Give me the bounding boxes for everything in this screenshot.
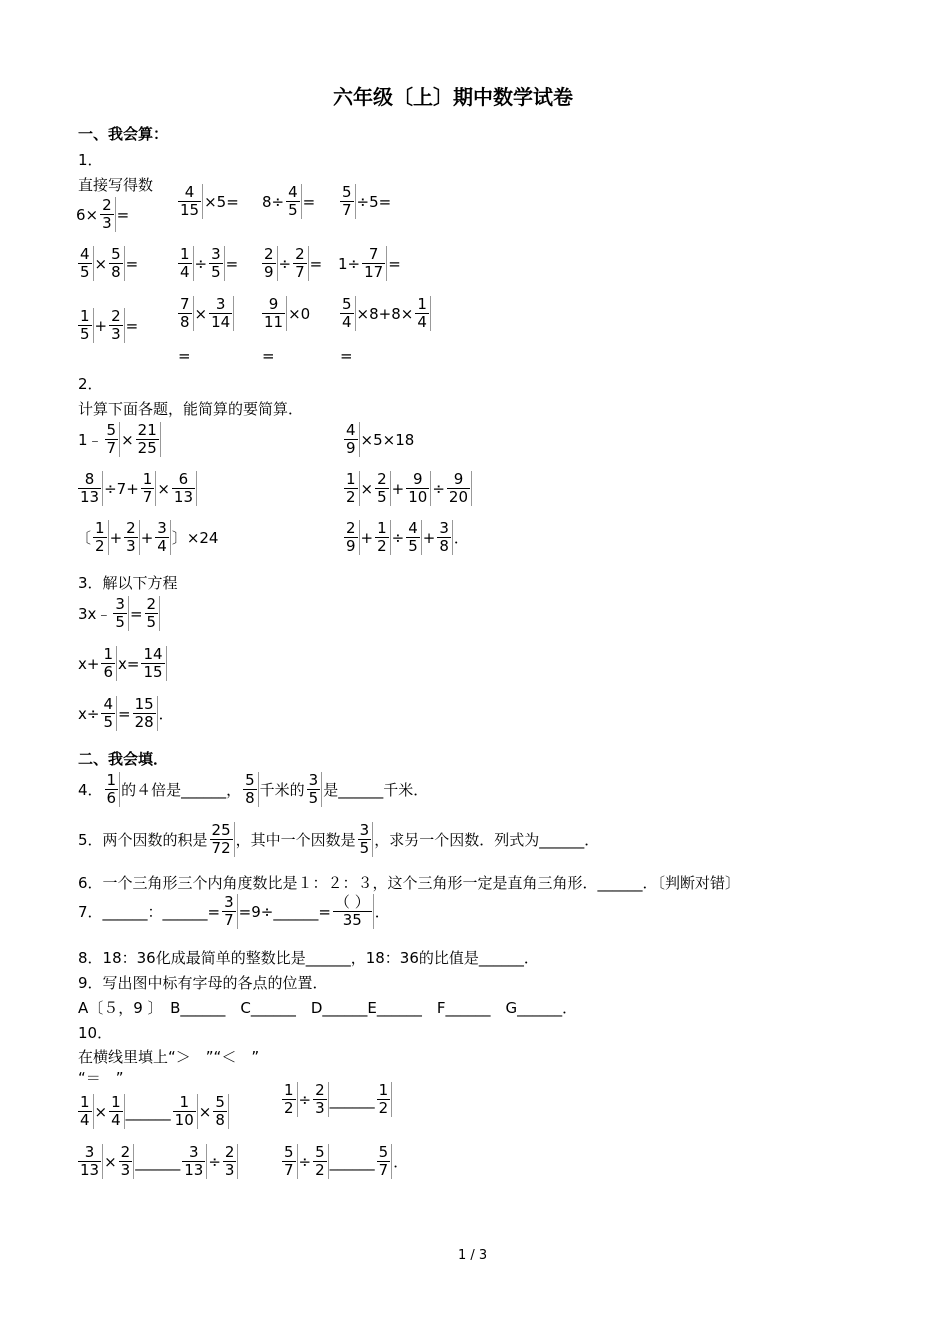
q2-expr-2	[342, 422, 414, 457]
q10-compare-4	[280, 1144, 408, 1179]
question-text: ，其中一个因数是	[235, 830, 356, 849]
fraction-numerator: 2	[295, 245, 305, 263]
fraction-denominator: 9	[264, 263, 274, 281]
question-text: =9÷______=	[238, 902, 331, 921]
question-1-instruction: 直接写得数	[78, 176, 154, 194]
fraction	[104, 422, 121, 457]
fraction-numerator: 5	[284, 1143, 294, 1161]
fraction-denominator: 8	[215, 1111, 225, 1129]
fraction	[99, 197, 116, 232]
operator: ÷	[298, 1090, 312, 1109]
q1-item-11-eq: =	[340, 347, 353, 365]
fraction-denominator: 13	[184, 1161, 204, 1179]
fraction-numerator: 1	[377, 519, 387, 537]
fraction-numerator: 3	[182, 1144, 205, 1162]
fraction	[108, 1094, 125, 1129]
operator: ．	[158, 704, 174, 723]
question-10-line-1: 在横线里填上“＞ ”“＜ ”	[78, 1048, 260, 1066]
fraction-numerator: 3	[78, 1144, 101, 1162]
question-text: ，求另一个因数．列式为______．	[374, 830, 600, 849]
question-5	[78, 822, 599, 857]
fraction-numerator: 4	[178, 184, 201, 202]
operator: +	[422, 528, 436, 547]
fraction	[77, 246, 94, 281]
fraction	[414, 296, 431, 331]
fraction-denominator: 7	[378, 1161, 389, 1179]
q2-expr-3	[76, 471, 198, 506]
fraction-numerator: 5	[315, 1143, 325, 1161]
fraction-denominator: 13	[80, 488, 100, 506]
question-10-number: 10．	[78, 1024, 113, 1042]
fraction	[177, 184, 203, 219]
fraction-numerator: 3	[439, 519, 449, 537]
q2-expr-4	[342, 471, 473, 506]
operator: =	[309, 254, 323, 273]
fraction-numerator: 8	[78, 471, 101, 489]
fraction	[123, 520, 140, 555]
question-text: 的４倍是______，	[121, 780, 242, 799]
fraction-denominator: 5	[359, 839, 370, 857]
q3-equation-3	[78, 696, 174, 731]
q1-eq: =	[116, 205, 130, 224]
fraction-numerator: 21	[137, 421, 157, 439]
fraction-numerator: 1	[417, 295, 427, 313]
operator: x=	[118, 654, 140, 673]
fraction-denominator: 8	[439, 537, 449, 555]
q1-item-1	[176, 184, 239, 219]
operator: ×	[194, 304, 208, 323]
fraction-denominator: 7	[295, 263, 305, 281]
operator: 〔	[76, 528, 92, 547]
fraction	[261, 246, 278, 281]
fraction-numerator: 2	[146, 595, 157, 613]
fraction	[343, 471, 360, 506]
fraction-denominator: 4	[342, 313, 352, 331]
fraction-numerator: 3	[308, 771, 319, 789]
fraction	[118, 1144, 135, 1179]
fraction-numerator: 4	[103, 695, 113, 713]
fraction-numerator: 2	[102, 196, 112, 214]
answer-blank[interactable]: ______	[125, 1102, 171, 1121]
q2-expr-5	[76, 520, 218, 555]
section-heading-1: 一、我会算：	[78, 125, 169, 143]
q1-item-4	[76, 246, 138, 281]
fraction	[177, 296, 194, 331]
fraction-denominator: 2	[315, 1161, 325, 1179]
fraction-denominator: 7	[342, 201, 352, 219]
operator: =	[125, 316, 139, 335]
fraction	[172, 1094, 198, 1129]
fraction-numerator: 2	[315, 1081, 325, 1099]
fraction-denominator: 10	[174, 1111, 194, 1129]
fraction-numerator: 5	[342, 295, 352, 313]
fraction	[112, 596, 129, 631]
fraction	[77, 1144, 103, 1179]
fraction	[144, 596, 161, 631]
operator: ÷	[194, 254, 208, 273]
fraction	[261, 296, 287, 331]
fraction-denominator: 9	[346, 537, 356, 555]
fraction	[361, 246, 387, 281]
fraction-denominator: 10	[408, 488, 428, 506]
fraction-numerator: 1	[106, 771, 117, 789]
question-3-label: 3．解以下方程	[78, 574, 178, 592]
fraction-numerator: 5	[106, 421, 117, 439]
fraction	[312, 1082, 329, 1117]
question-6: 6．一个三角形三个内角度数比是１：２：３，这个三角形一定是直角三角形．______．〔判断对错〕	[78, 874, 741, 892]
q1-item-10	[260, 296, 310, 331]
fraction-numerator: 4	[80, 245, 90, 263]
q3-equation-2	[78, 646, 168, 681]
question-text: 5．两个因数的积是	[78, 830, 208, 849]
fraction-denominator: 25	[137, 439, 157, 457]
q1-item-6	[260, 246, 322, 281]
fraction-denominator: 5	[115, 613, 125, 631]
fraction	[208, 296, 234, 331]
fraction-denominator: 72	[211, 839, 231, 857]
operator: ×8+8×	[356, 304, 414, 323]
fraction	[100, 646, 117, 681]
fraction-denominator: 3	[315, 1099, 325, 1117]
fraction-numerator: 2	[264, 245, 274, 263]
operator: =	[225, 254, 239, 273]
operator: +	[391, 479, 405, 498]
operator: ×	[360, 479, 374, 498]
fraction-numerator: 25	[211, 821, 231, 839]
question-7	[78, 894, 390, 929]
fraction-numerator: 1	[103, 645, 113, 663]
operator: ×	[157, 479, 170, 498]
fraction-denominator: 6	[106, 789, 117, 807]
fraction-denominator: 4	[417, 313, 427, 331]
fraction	[332, 894, 374, 929]
fraction	[376, 1144, 393, 1179]
fraction-numerator: 2	[346, 519, 356, 537]
operator: ．	[393, 1152, 409, 1171]
q1-item-7	[338, 246, 401, 281]
operator: ×0	[288, 304, 311, 323]
fraction	[339, 296, 356, 331]
operator: ÷	[298, 1152, 312, 1171]
question-text: 千米的	[259, 780, 305, 799]
operator: ÷7+	[104, 479, 139, 498]
fraction	[212, 1094, 229, 1129]
question-9-line-2: A〔５，9 〕 B______ C______ D______E______ F______ G______．	[78, 999, 578, 1017]
operator: +	[94, 316, 108, 335]
fraction-denominator: 13	[80, 1161, 100, 1179]
fraction-numerator: 9	[447, 471, 470, 489]
answer-blank[interactable]: ______	[329, 1152, 375, 1171]
fraction	[357, 822, 374, 857]
question-text: ．	[374, 902, 390, 921]
fraction-numerator: 7	[180, 295, 190, 313]
fraction-denominator: 15	[180, 201, 200, 219]
fraction	[100, 696, 117, 731]
fraction	[77, 308, 94, 343]
fraction	[222, 1144, 239, 1179]
fraction	[242, 772, 259, 807]
fraction	[339, 184, 356, 219]
fraction-denominator: 28	[134, 713, 154, 731]
fraction-denominator: 3	[126, 537, 136, 555]
operator: =	[125, 254, 139, 273]
fraction	[285, 184, 302, 219]
answer-blank[interactable]: ______	[135, 1152, 181, 1171]
fraction-numerator: 3	[209, 296, 232, 314]
fraction-numerator: 1	[284, 1081, 294, 1099]
fraction-numerator: 9	[262, 296, 285, 314]
question-text: 是______千米．	[323, 780, 429, 799]
q1-item-10-eq: =	[262, 347, 275, 365]
fraction-denominator: 2	[95, 537, 105, 555]
fraction-numerator: 5	[245, 771, 255, 789]
fraction-denominator: 5	[80, 325, 90, 343]
fraction	[177, 246, 194, 281]
fraction-denominator: 4	[80, 1111, 90, 1129]
operator: ÷	[391, 528, 405, 547]
fraction	[108, 308, 125, 343]
question-2-number: 2．	[78, 375, 103, 393]
question-text: 7．______：______=	[78, 902, 221, 921]
fraction-denominator: 5	[211, 263, 221, 281]
fraction-numerator: 1	[180, 245, 190, 263]
fraction-denominator: 5	[103, 713, 113, 731]
operator: 1÷	[338, 254, 361, 273]
fraction-denominator: 8	[111, 263, 121, 281]
operator: ×5×18	[360, 430, 415, 449]
fraction	[281, 1082, 298, 1117]
fraction-denominator: 3	[111, 325, 121, 343]
operator: ×5=	[204, 192, 239, 211]
fraction-denominator: 2	[284, 1099, 294, 1117]
operator: ×	[198, 1102, 212, 1121]
fraction-numerator: 3	[211, 245, 221, 263]
fraction-denominator: 5	[146, 613, 157, 631]
q1-item-8	[76, 308, 138, 343]
fraction	[154, 520, 171, 555]
operator: +	[140, 528, 154, 547]
fraction-denominator: 3	[224, 1161, 235, 1179]
operator: ×	[94, 1102, 108, 1121]
fraction-denominator: 9	[346, 439, 356, 457]
fraction-numerator: 1	[142, 470, 153, 488]
fraction	[306, 772, 323, 807]
answer-blank[interactable]: ______	[329, 1090, 375, 1109]
q1-item-11	[338, 296, 432, 331]
fraction-numerator: 2	[224, 1143, 235, 1161]
operator: 〕×24	[171, 528, 219, 547]
fraction-numerator: 2	[126, 519, 136, 537]
question-8: 8．18：36化成最简单的整数比是______，18：36的比值是______．	[78, 949, 539, 967]
fraction-denominator: 13	[173, 488, 193, 506]
question-number: 4．	[78, 780, 103, 799]
q1-item-lead	[76, 197, 129, 232]
operator: ÷	[278, 254, 292, 273]
operator: ÷5=	[356, 192, 392, 211]
fraction-denominator: 4	[180, 263, 190, 281]
fraction-denominator: 5	[308, 789, 319, 807]
operator: 3x﹣	[78, 604, 112, 623]
fraction-denominator: 7	[142, 488, 153, 506]
fraction	[104, 772, 121, 807]
operator: ．	[453, 528, 469, 547]
fraction-numerator: 4	[408, 519, 418, 537]
fraction-numerator: 1	[95, 519, 105, 537]
fraction-denominator: 14	[211, 313, 231, 331]
fraction-numerator: 3	[115, 595, 125, 613]
fraction	[171, 471, 197, 506]
fraction-denominator: 11	[264, 313, 284, 331]
q1-item-5	[176, 246, 238, 281]
fraction-denominator: 2	[378, 1099, 389, 1117]
fraction-denominator: 7	[106, 439, 117, 457]
fraction-numerator: 2	[120, 1143, 131, 1161]
operator: ×	[121, 430, 134, 449]
fraction	[405, 471, 431, 506]
fraction	[132, 696, 158, 731]
fraction-numerator: 15	[134, 695, 154, 713]
fraction-denominator: 4	[111, 1111, 121, 1129]
fraction	[312, 1144, 329, 1179]
fraction-numerator: 1	[378, 1081, 389, 1099]
fraction	[343, 422, 360, 457]
fraction-numerator: 6	[172, 471, 195, 489]
fraction-denominator: 5	[80, 263, 90, 281]
fraction-denominator: 4	[157, 537, 167, 555]
operator: ×	[104, 1152, 117, 1171]
fraction-numerator: 4	[288, 183, 298, 201]
fraction-numerator: 5	[378, 1143, 389, 1161]
fraction-numerator: 3	[359, 821, 370, 839]
fraction-denominator: 5	[408, 537, 418, 555]
fraction	[92, 520, 109, 555]
operator: ÷	[208, 1152, 221, 1171]
fraction-numerator: 3	[157, 519, 167, 537]
section-heading-2: 二、我会填．	[78, 750, 169, 768]
fraction-denominator: 2	[377, 537, 387, 555]
q10-compare-2	[280, 1082, 393, 1117]
fraction-numerator: 9	[406, 471, 429, 489]
fraction	[181, 1144, 207, 1179]
operator: +	[360, 528, 374, 547]
q1-item-3	[338, 184, 391, 219]
fraction	[140, 646, 166, 681]
fraction-denominator: 15	[143, 663, 163, 681]
fraction	[77, 1094, 94, 1129]
fraction-denominator: 8	[245, 789, 255, 807]
fraction	[108, 246, 125, 281]
question-2-instruction: 计算下面各题，能简算的要简算．	[78, 400, 304, 418]
q10-compare-1	[76, 1094, 230, 1129]
fraction	[135, 422, 161, 457]
fraction	[376, 1082, 393, 1117]
q2-expr-1	[78, 422, 162, 457]
fraction-numerator: （ ）	[334, 893, 370, 911]
question-1-number: 1．	[78, 151, 103, 169]
fraction-numerator: 3	[224, 893, 234, 911]
q2-expr-6	[342, 520, 469, 555]
fraction-numerator: 2	[377, 470, 387, 488]
fraction	[446, 471, 472, 506]
fraction	[281, 1144, 298, 1179]
fraction	[208, 246, 225, 281]
operator: =	[388, 254, 401, 273]
q1-item-9-eq: =	[178, 347, 191, 365]
q1-item-9	[176, 296, 235, 331]
fraction-denominator: 20	[448, 488, 469, 506]
fraction-denominator: 17	[364, 263, 384, 281]
operator: 8÷	[262, 192, 285, 211]
operator: =	[129, 604, 143, 623]
fraction-numerator: 1	[173, 1094, 196, 1112]
fraction-numerator: 1	[111, 1093, 121, 1111]
fraction-denominator: 5	[288, 201, 298, 219]
operator: 1﹣	[78, 430, 103, 449]
fraction-numerator: 14	[143, 645, 163, 663]
q1-lead-text: 6×	[76, 205, 99, 224]
q10-compare-3	[76, 1144, 239, 1179]
operator: x÷	[78, 704, 100, 723]
fraction	[343, 520, 360, 555]
fraction-numerator: 1	[80, 1093, 90, 1111]
operator: +	[109, 528, 123, 547]
fraction-numerator: 2	[111, 307, 121, 325]
fraction-numerator: 4	[346, 421, 356, 439]
fraction-denominator: 3	[120, 1161, 131, 1179]
fraction-denominator: 3	[102, 214, 112, 232]
fraction-numerator: 5	[111, 245, 121, 263]
fraction-denominator: 2	[346, 488, 356, 506]
operator: ×	[94, 254, 108, 273]
question-9-line-1: 9．写出图中标有字母的各点的位置．	[78, 974, 328, 992]
fraction-denominator: 7	[224, 911, 234, 929]
fraction-numerator: 7	[362, 246, 385, 264]
fraction	[436, 520, 453, 555]
question-10-line-2: “＝ ”	[78, 1069, 124, 1087]
fraction	[292, 246, 309, 281]
fraction-denominator: 7	[284, 1161, 294, 1179]
fraction-denominator: 35	[342, 911, 362, 929]
fraction-numerator: 1	[80, 307, 90, 325]
fraction	[140, 471, 157, 506]
q3-equation-1	[78, 596, 161, 631]
fraction-numerator: 1	[346, 470, 356, 488]
question-4	[78, 772, 428, 807]
operator: =	[118, 704, 131, 723]
fraction	[374, 520, 391, 555]
page-title: 六年级〔上〕期中数学试卷	[333, 85, 573, 109]
operator: x+	[78, 654, 100, 673]
fraction	[374, 471, 391, 506]
operator: =	[302, 192, 316, 211]
fraction-numerator: 5	[342, 183, 352, 201]
fraction-denominator: 5	[377, 488, 387, 506]
fraction-numerator: 5	[215, 1093, 225, 1111]
fraction	[77, 471, 103, 506]
fraction-denominator: 6	[103, 663, 113, 681]
fraction	[221, 894, 238, 929]
fraction-denominator: 8	[180, 313, 190, 331]
fraction	[209, 822, 235, 857]
operator: ÷	[432, 479, 445, 498]
page-number: 1 / 3	[458, 1248, 488, 1263]
q1-item-2	[262, 184, 315, 219]
fraction	[405, 520, 422, 555]
